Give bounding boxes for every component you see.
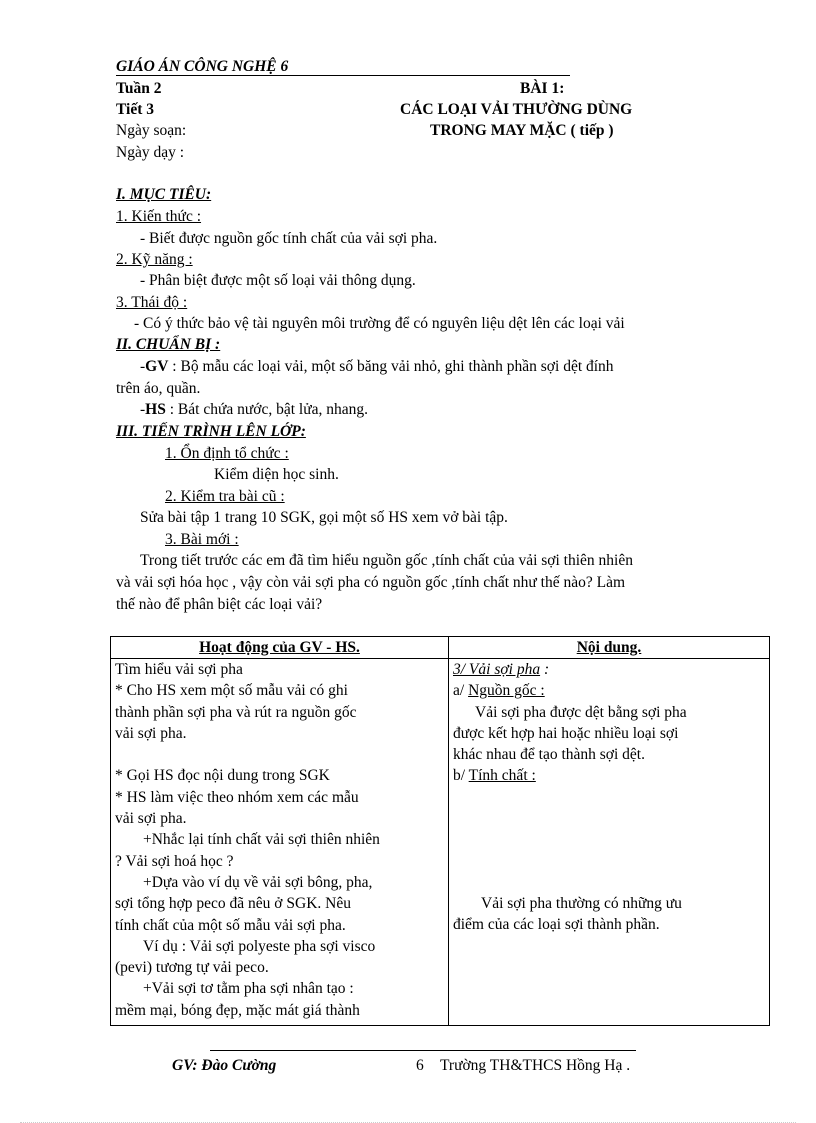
footer-page-number: 6	[416, 1057, 424, 1074]
origin-prefix: a/	[453, 682, 469, 700]
left-line: mềm mại, bóng đẹp, mặc mát giá thành	[115, 1001, 360, 1019]
skills-text: - Phân biệt được một số loại vải thông dụng.	[140, 272, 416, 289]
property-line: Vải sợi pha thường có những ưu	[481, 894, 682, 912]
skills-label: 2. Kỹ năng :	[116, 251, 193, 268]
step2-text: Sửa bài tập 1 trang 10 SGK, gọi một số HS xem vở bài tập.	[140, 509, 508, 526]
hs-label: HS	[145, 401, 166, 418]
teach-date-label: Ngày dạy :	[116, 144, 185, 161]
col2-header: Nội dung.	[449, 637, 770, 659]
origin-label: Nguồn gốc :	[468, 682, 545, 700]
footer-teacher: GV: Đào Cường	[172, 1057, 277, 1074]
left-line: vải sợi pha.	[115, 810, 187, 828]
preparation-hs: -HS : Bát chứa nước, bật lửa, nhang.	[140, 401, 368, 418]
origin-heading	[453, 680, 765, 701]
gv-text-2: trên áo, quần.	[116, 380, 201, 397]
doc-title: GIÁO ÁN CÔNG NGHỆ 6	[116, 58, 289, 75]
property-line: điểm của các loại sợi thành phần.	[453, 916, 660, 934]
left-line: (pevi) tương tự vải peco.	[115, 959, 269, 977]
footer-rule	[210, 1050, 636, 1051]
origin-line: Vải sợi pha được dệt bằng sợi pha	[475, 703, 687, 721]
lesson-title-line2: TRONG MAY MẶC ( tiếp )	[430, 122, 614, 139]
hs-text: : Bát chứa nước, bật lửa, nhang.	[165, 401, 368, 418]
content-cell	[449, 659, 770, 1026]
origin-line: được kết hợp hai hoặc nhiều loại sợi	[453, 724, 679, 742]
gv-label: GV	[145, 358, 169, 375]
left-line: sợi tổng hợp peco đã nêu ở SGK. Nêu	[115, 895, 351, 913]
header-rule	[116, 75, 570, 76]
footer-school: Trường TH&THCS Hồng Hạ .	[440, 1057, 631, 1074]
property-prefix: b/	[453, 767, 469, 785]
knowledge-label: 1. Kiến thức :	[116, 208, 202, 225]
left-line: Ví dụ : Vải sợi polyeste pha sợi visco	[143, 937, 376, 955]
left-line: +Vải sợi tơ tằm pha sợi nhân tạo :	[143, 980, 354, 998]
step3-label: 3. Bài mới :	[165, 531, 239, 548]
left-line: +Dựa vào ví dụ về vải sợi bông, pha,	[143, 873, 373, 891]
left-line: thành phần sợi pha và rút ra nguồn gốc	[115, 703, 357, 721]
lesson-title-line1: CÁC LOẠI VẢI THƯỜNG DÙNG	[400, 101, 633, 118]
week-label: Tuần 2	[116, 80, 162, 97]
preparation-gv: -GV : Bộ mẫu các loại vải, một số băng vải nhỏ, ghi thành phần sợi dệt đính	[140, 358, 614, 375]
objectives-heading: I. MỤC TIÊU:	[116, 186, 212, 203]
intro-line-1: Trong tiết trước các em đã tìm hiểu nguồn gốc ,tính chất của vải sợi thiên nhiên	[140, 552, 633, 569]
left-line: vải sợi pha.	[115, 724, 187, 742]
step2-label: 2. Kiểm tra bài cũ :	[165, 488, 285, 505]
preparation-heading: II. CHUẨN BỊ :	[116, 336, 221, 353]
left-line: tính chất của một số mẫu vải sợi pha.	[115, 916, 346, 934]
property-spacer	[453, 787, 765, 893]
table-header-row	[111, 637, 770, 659]
section-colon: :	[540, 661, 550, 678]
left-line: ? Vải sợi hoá học ?	[115, 852, 234, 870]
procedure-heading: III. TIẾN TRÌNH LÊN LỚP:	[116, 423, 306, 440]
table-body-row	[111, 659, 770, 1026]
left-line: +Nhắc lại tính chất vải sợi thiên nhiên	[143, 831, 380, 849]
intro-line-3: thế nào để phân biệt các loại vải?	[116, 596, 323, 613]
step1-text: Kiểm diện học sinh.	[214, 466, 339, 483]
property-label: Tính chất :	[468, 767, 536, 785]
left-line: Tìm hiểu vải sợi pha	[115, 661, 243, 678]
gv-text-1: : Bộ mẫu các loại vải, một số băng vải nhỏ, ghi thành phần sợi dệt đính	[168, 358, 614, 375]
left-line: * HS làm việc theo nhóm xem các mẫu	[115, 788, 359, 806]
section-title	[453, 659, 765, 680]
activities-cell	[111, 659, 449, 1026]
section-label: 3/ Vải sợi pha	[453, 661, 541, 678]
lesson-table	[110, 636, 770, 1026]
left-line: * Gọi HS đọc nội dung trong SGK	[115, 767, 330, 785]
prep-date-label: Ngày soạn:	[116, 122, 187, 139]
step1-label: 1. Ổn định tổ chức :	[165, 445, 289, 462]
attitude-label: 3. Thái độ :	[116, 294, 188, 311]
left-line: * Cho HS xem một số mẫu vải có ghi	[115, 682, 348, 700]
lesson-number: BÀI 1:	[520, 80, 565, 97]
knowledge-text: - Biết được nguồn gốc tính chất của vải sợi pha.	[140, 230, 438, 247]
left-line-blank	[115, 744, 444, 765]
period-label: Tiết 3	[116, 101, 155, 118]
property-heading	[453, 765, 765, 786]
intro-line-2: và vải sợi hóa học , vậy còn vải sợi pha có nguồn gốc ,tính chất như thế nào? Làm	[116, 574, 626, 591]
attitude-text: - Có ý thức bảo vệ tài nguyên môi trường để có nguyên liệu dệt lên các loại vải	[134, 315, 625, 332]
origin-line: khác nhau để tạo thành sợi dệt.	[453, 746, 645, 764]
col1-header: Hoạt động của GV - HS.	[111, 637, 449, 659]
